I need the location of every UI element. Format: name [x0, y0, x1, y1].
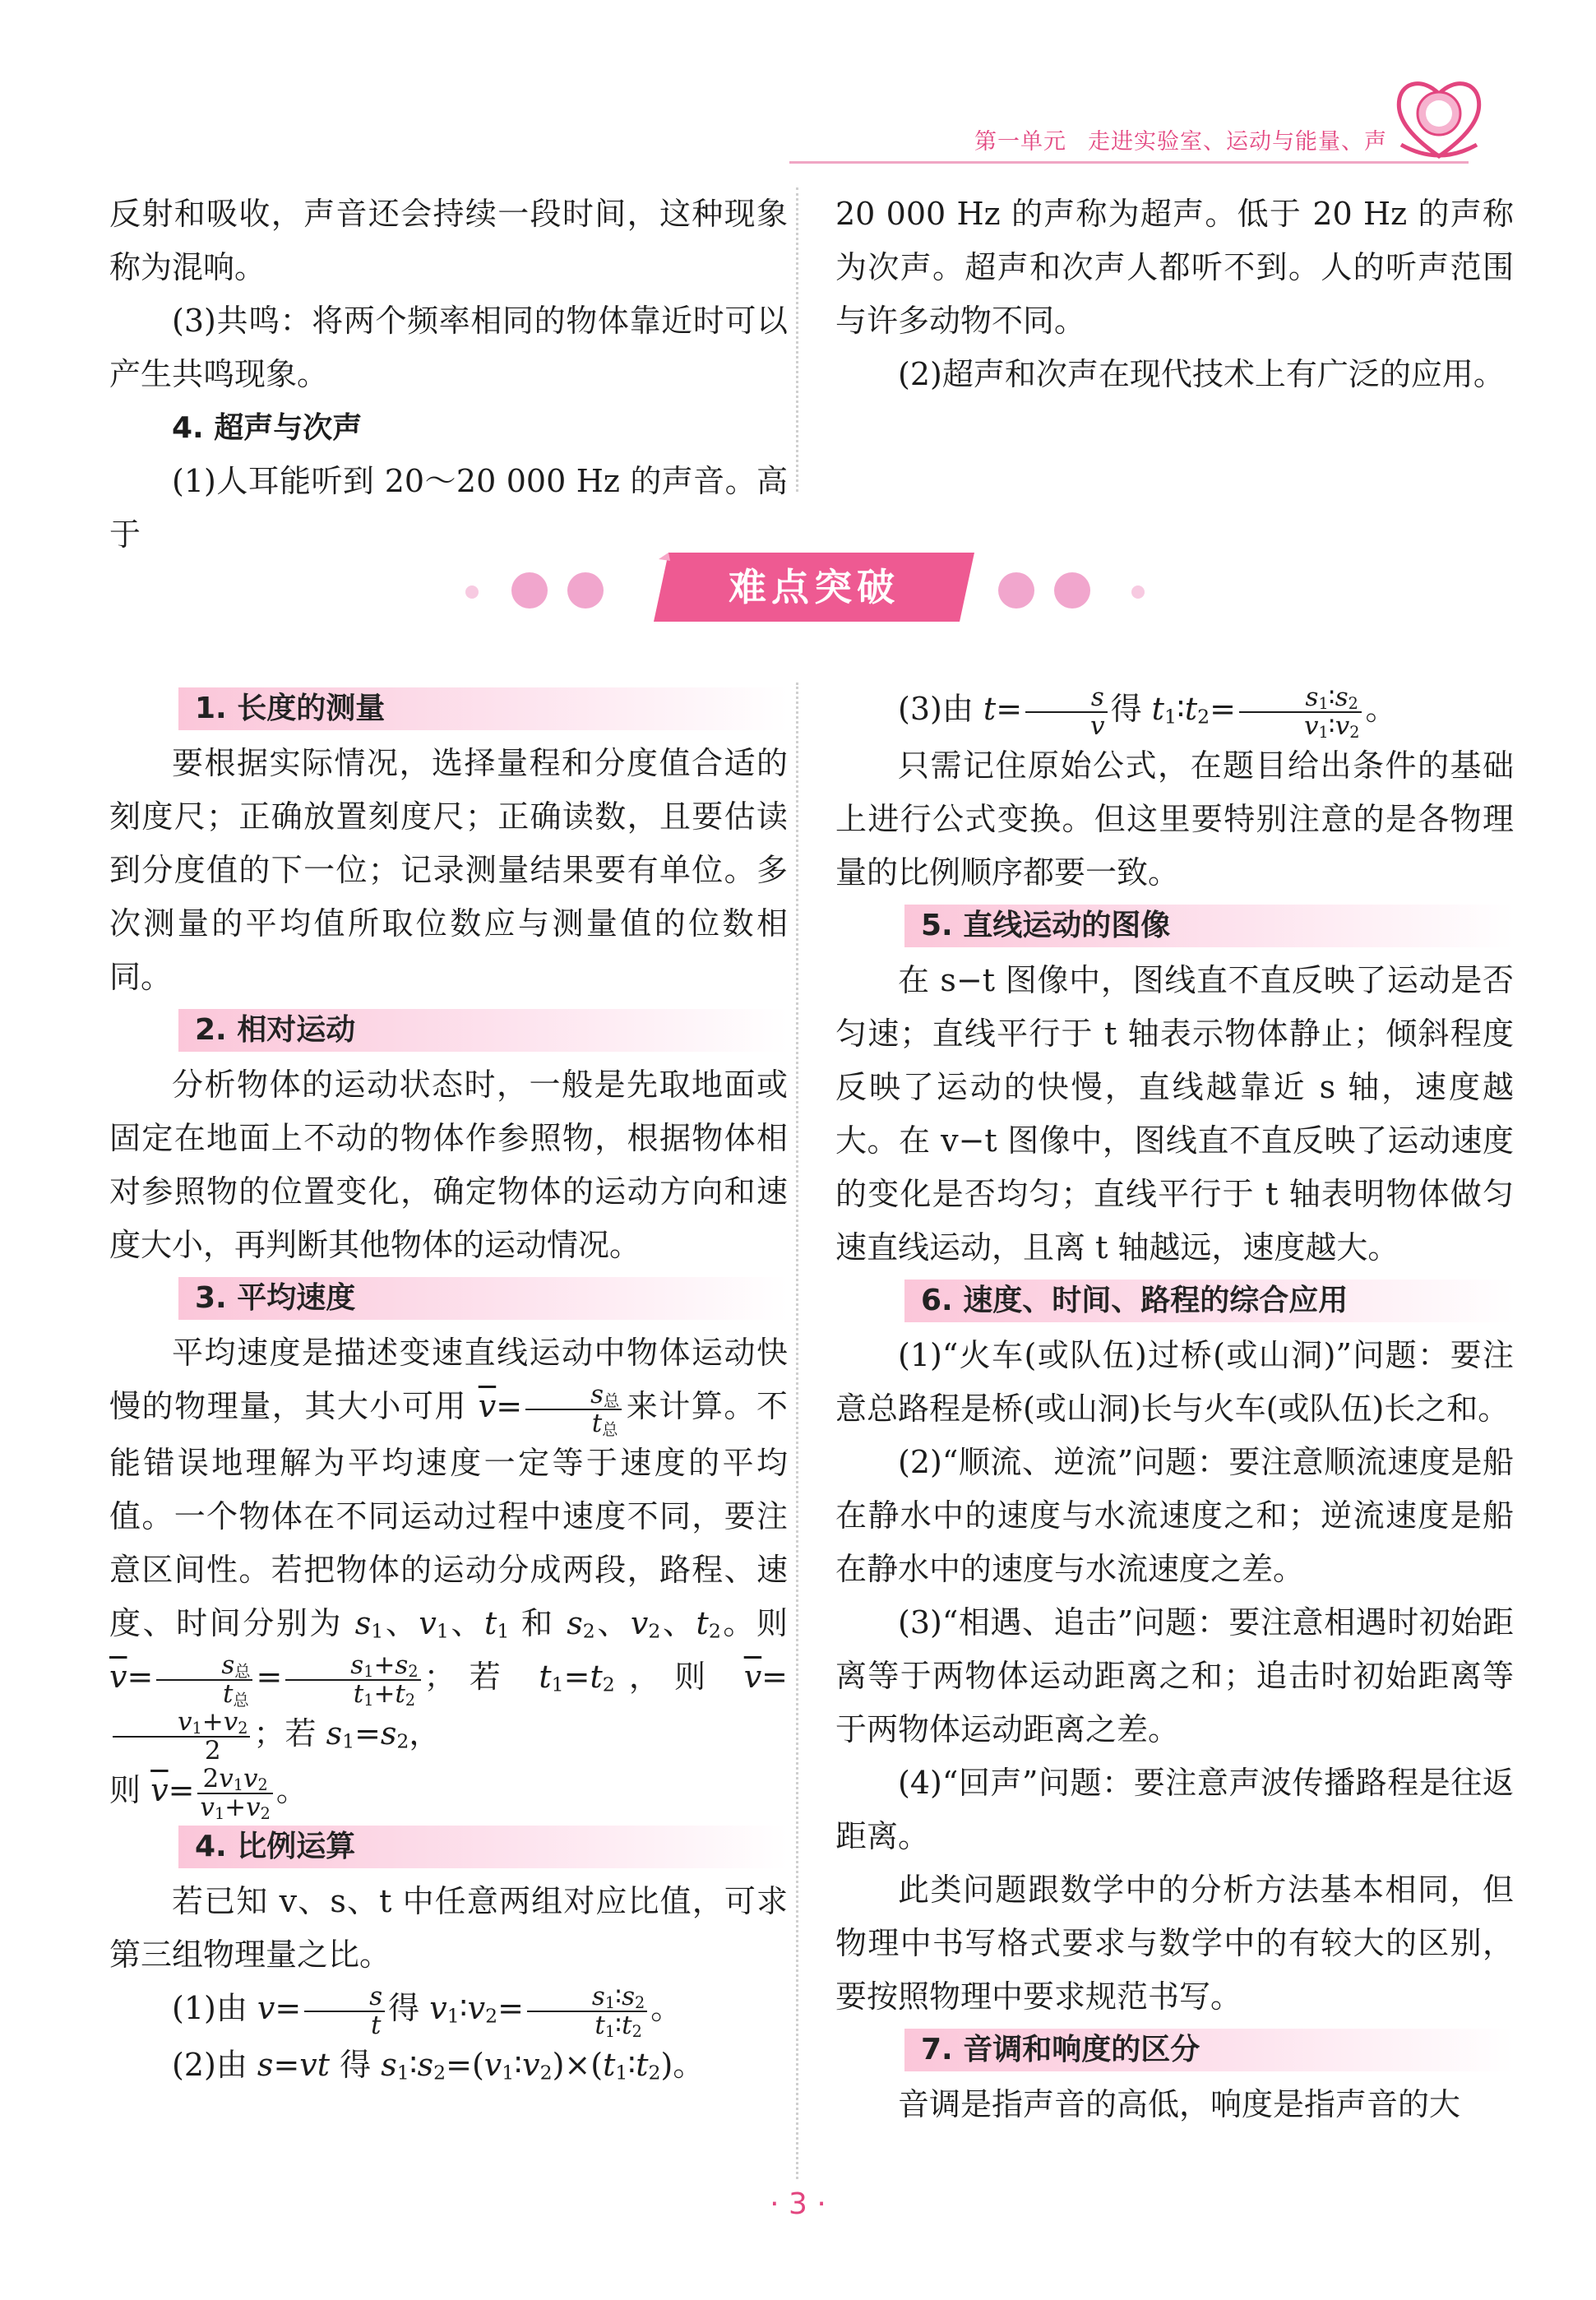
resonance-paragraph: (3)共鸣：将两个频率相同的物体靠近时可以产生共鸣现象。: [109, 303, 788, 392]
running-header: [974, 123, 1387, 155]
header-unit: 第一单元: [974, 129, 1066, 155]
page-number: · 3 ·: [770, 2187, 826, 2221]
top-column-divider: [796, 187, 798, 492]
top-right-column: [835, 187, 1514, 401]
ratio-formula-3: (3)由 t= $\frac{s}{v}$ 得 $t_1∶t_2=$ $\frac{s_1∶s_2}{v_1∶v_2}$ 。: [898, 682, 1397, 742]
header-title: 走进实验室、运动与能量、声: [1088, 129, 1387, 155]
topic-heading: 2. 相对运动: [109, 1006, 788, 1055]
topic-heading: 1. 长度的测量: [109, 684, 788, 734]
fraction: $\frac{s_1∶s_2}{v_1∶v_2}$: [1239, 684, 1362, 739]
meet-chase-paragraph: (3)“相遇、追击”问题：要注意相遇时初始距离等于两物体运动距离之和；追击时初始距离等于两物体运动距离之差。: [835, 1604, 1514, 1748]
length-measure-paragraph: 要根据实际情况，选择量程和分度值合适的刻度尺；正确放置刻度尺；正确读数，且要估读到分度值的下一位；记录测量结果要有单位。多次测量的平均值所取位数应与测量值的位数相同。: [109, 745, 788, 995]
topic-heading: 4. 比例运算: [109, 1822, 788, 1872]
fraction: $\frac{v_1+v_2}{2}$: [113, 1709, 250, 1764]
banner-dot: [998, 572, 1034, 609]
writing-format-paragraph: 此类问题跟数学中的分析方法基本相同，但物理中书写格式要求与数学中的有较大的区别，要按照物理中要求规范书写。: [835, 1872, 1514, 2015]
pitch-loudness-paragraph: 音调是指声音的高低，响度是指声音的大: [898, 2086, 1461, 2123]
fraction: $\frac{s_1+s_2}{t_1+t_2}$: [285, 1652, 420, 1707]
top-left-column: [109, 187, 788, 562]
main-right-column: [835, 683, 1514, 2131]
main-column-divider: [796, 683, 798, 2179]
fraction: $\frac{s_总}{t_总}$: [525, 1381, 622, 1437]
echo-paragraph: (4)“回声”问题：要注意声波传播路程是往返距离。: [835, 1765, 1514, 1855]
topic-heading: 5. 直线运动的图像: [835, 901, 1514, 951]
train-bridge-paragraph: (1)“火车(或队伍)过桥(或山洞)”问题：要注意总路程是桥(或山洞)长与火车(或队伍)长之和。: [835, 1337, 1514, 1428]
ultrasound-heading: 4. 超声与次声: [172, 411, 363, 445]
ratio-formula-2: (2)由 s=vt 得 $s_1∶s_2=(v_1∶v_2)\times(t_1∶t_2)$。: [172, 2047, 705, 2085]
section-title: 难点突破: [729, 565, 900, 609]
formula-note-paragraph: 只需记住原始公式，在题目给出条件的基础上进行公式变换。但这里要特别注意的是各物理量的比例顺序都要一致。: [835, 747, 1514, 891]
ratio-formula-1: (1)由 v= $\frac{s}{t}$ 得 $v_1∶v_2=$ $\frac{s_1∶s_2}{t_1∶t_2}$ 。: [172, 1982, 682, 2041]
topic-heading: 6. 速度、时间、路程的综合应用: [835, 1276, 1514, 1326]
ultrasound-paragraph: 20 000 Hz 的声称为超声。低于 20 Hz 的声称为次声。超声和次声人都听不到。人的听声范围与许多动物不同。: [835, 196, 1514, 339]
ultrasound-applications-paragraph: (2)超声和次声在现代技术上有广泛的应用。: [898, 356, 1505, 392]
average-speed-paragraph: 平均速度是描述变速直线运动中物体运动快慢的物理量，其大小可用 $\overline{v}=$ $\frac{s_总}{t_总}$ 来计算。不能错误地理解为平均速度一定等于速度的平均值。一个物体在不同运动过程中速度不同，要注意区间性。若把物体的运动分成两段，路程、速度、时间分别为 $s_1$、$v_1$、$t_1$ 和 $s_2$、$v_2$、$t_2$。则 $\overline{v}=$ $\frac{s_总}{t_总}$ = $\frac{s_1+s_2}{t_1+t_2}$ ；若 $t_1=t_2$，则 $\overline{v}=$ $\frac{v_1+v_2}{2}$ ；若 $s_1=s_2$，: [109, 1335, 788, 1765]
average-speed-formula: 则 $\overline{v}=$ $\frac{2v_1v_2}{v_1+v_2}$ 。: [109, 1764, 308, 1823]
relative-motion-paragraph: 分析物体的运动状态时，一般是先取地面或固定在地面上不动的物体作参照物，根据物体相对参照物的位置变化，确定物体的运动方向和速度大小，再判断其他物体的运动情况。: [109, 1067, 788, 1263]
fraction: $\frac{s}{v}$: [1025, 684, 1108, 739]
ratio-paragraph: 若已知 v、s、t 中任意两组对应比值，可求第三组物理量之比。: [109, 1883, 788, 1974]
hearing-range-paragraph: (1)人耳能听到 20～20 000 Hz 的声音。高于: [109, 463, 788, 553]
topic-heading: 3. 平均速度: [109, 1274, 788, 1323]
reverberation-paragraph: 反射和吸收，声音还会持续一段时间，这种现象称为混响。: [109, 196, 788, 285]
banner-dot: [567, 572, 604, 609]
header-rule: [789, 161, 1469, 164]
fraction: $\frac{s_1∶s_2}{t_1∶t_2}$: [527, 1983, 647, 2039]
banner-dot: [1131, 585, 1145, 599]
banner-dot: [1054, 572, 1090, 609]
fraction: $\frac{s}{t}$: [304, 1983, 385, 2039]
fraction: $\frac{2v_1v_2}{v_1+v_2}$: [197, 1765, 272, 1821]
heart-emblem-icon: [1390, 67, 1488, 166]
main-left-column: [109, 683, 788, 2092]
banner-dot: [511, 572, 548, 609]
fraction: $\frac{s_总}{t_总}$: [156, 1652, 252, 1707]
banner-dot: [465, 585, 479, 599]
topic-heading: 7. 音调和响度的区分: [835, 2025, 1514, 2075]
motion-graph-paragraph: 在 s−t 图像中，图线直不直反映了运动是否匀速；直线平行于 t 轴表示物体静止；倾斜程度反映了运动的快慢，直线越靠近 s 轴，速度越大。在 v−t 图像中，图线直不直反映了运动速度的变化是否均匀；直线平行于 t 轴表明物体做匀速直线运动，且离 t 轴越远，速度越大。: [835, 962, 1514, 1266]
current-paragraph: (2)“顺流、逆流”问题：要注意顺流速度是船在静水中的速度与水流速度之和；逆流速度是船在静水中的速度与水流速度之差。: [835, 1444, 1514, 1588]
